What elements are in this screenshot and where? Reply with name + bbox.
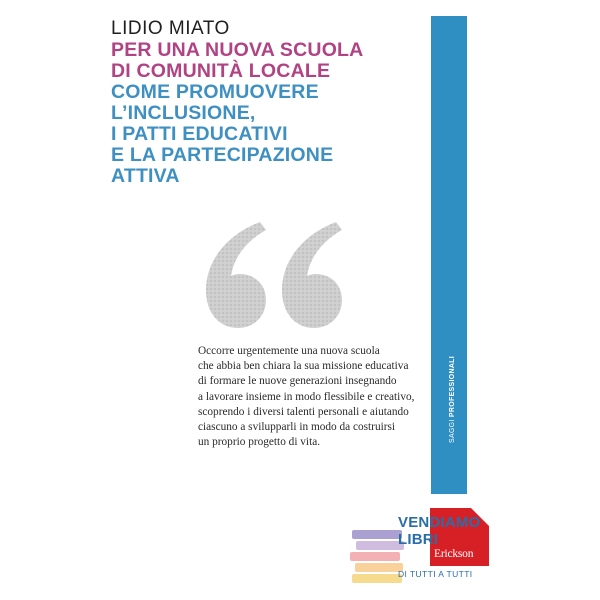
title-line: DI COMUNITÀ LOCALE: [111, 60, 331, 82]
quote-text: [198, 344, 414, 450]
publisher-name: Erickson: [434, 548, 474, 560]
series-label-name: PROFESSIONALI: [449, 356, 456, 418]
quote-line: scoprendo i diversi talenti personali e aiutando: [198, 405, 409, 418]
subtitle-line: L’INCLUSIONE,: [111, 102, 256, 124]
series-label-prefix: SAGGI: [449, 417, 456, 443]
subtitle-line: E LA PARTECIPAZIONE: [111, 144, 334, 166]
watermark-line-1: VENDIAMO: [398, 514, 481, 531]
watermark-line-3: DI TUTTI A TUTTI: [398, 569, 473, 579]
quote-line: di formare le nuove generazioni insegnando: [198, 375, 397, 388]
book-title: [111, 40, 363, 82]
quote-line: a lavorare insieme in modo flessibile e creativo,: [198, 390, 415, 403]
subtitle-line: COME PROMUOVERE: [111, 81, 319, 103]
title-line: PER UNA NUOVA SCUOLA: [111, 39, 364, 61]
subtitle-line: I PATTI EDUCATIVI: [111, 123, 288, 145]
quote-line: Occorre urgentemente una nuova scuola: [198, 345, 380, 357]
quote-line: che abbia ben chiara la sua missione educativa: [198, 360, 409, 373]
subtitle-line: ATTIVA: [111, 165, 180, 187]
watermark-line-2: LIBRI: [398, 531, 439, 548]
book-subtitle: [111, 82, 333, 187]
series-label: [449, 356, 456, 443]
quote-line: ciascuno a svilupparli in modo da costruirsi: [198, 421, 396, 434]
watermark: [346, 514, 486, 590]
open-double-quote-icon: [198, 216, 348, 336]
author-name: LIDIO MIATO: [111, 18, 230, 39]
quote-line: un proprio progetto di vita.: [198, 436, 321, 449]
